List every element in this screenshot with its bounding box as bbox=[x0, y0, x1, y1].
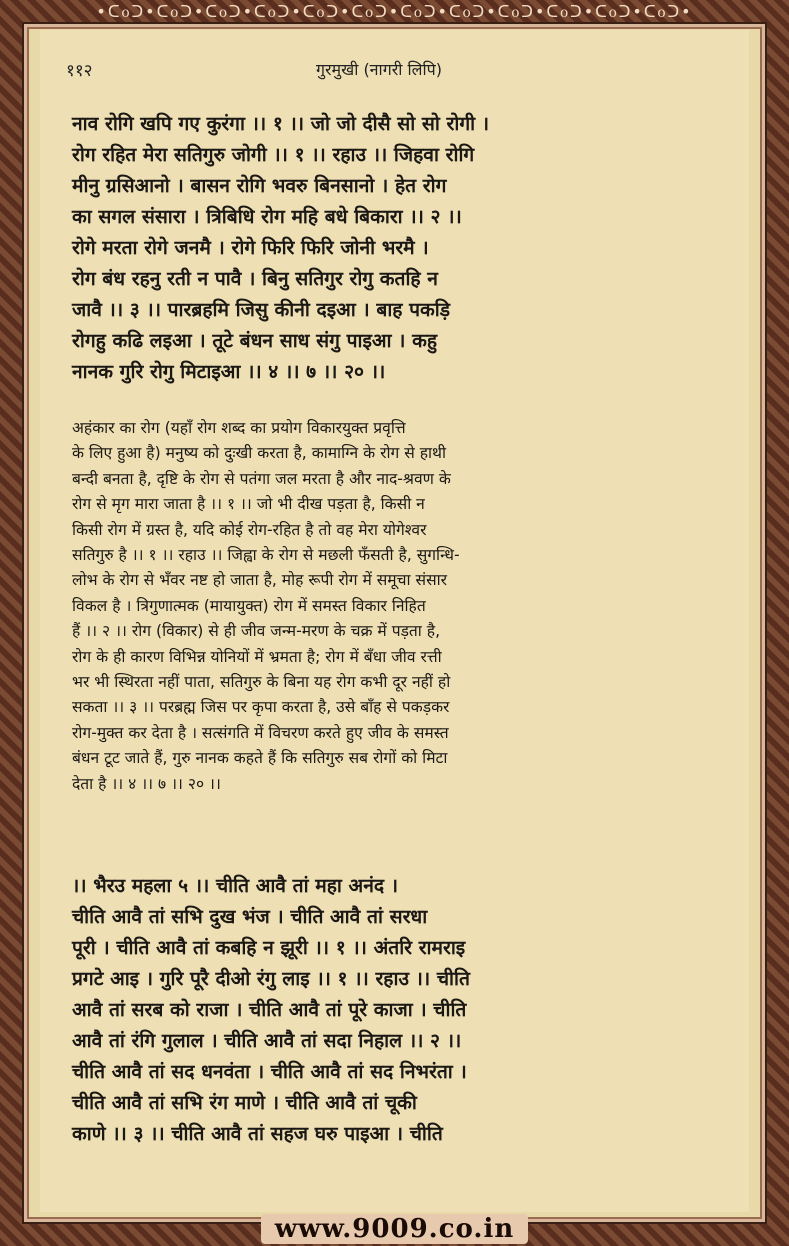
book-page bbox=[40, 30, 749, 1212]
verse-block-1: नाव रोगि खपि गए कुरंगा ।। १ ।। जो जो दीसै सो सो रोगी । रोग रहित मेरा सतिगुरु जोगी ।। १ ।। रहाउ ।। जिहवा रोगि मीनु ग्रसिआनो । बासन रोगि भवरु बिनसानो । हेत रोग का सगल संसारा । त्रिबिधि रोग महि बधे बिकारा ।। २ ।। रोगे मरता रोगे जनमै । रोगे फिरि फिरि जोनी भरमै । रोग बंध रहनु रती न पावै । बिनु सतिगुर रोगु कतहि न जावै ।। ३ ।। पारब्रहमि जिसु कीनी दइआ । बाह पकड़ि रोगहु कढि लइआ । तूटे बंधन साध संगु पाइआ । कहु नानक गुरि रोगु मिटाइआ ।। ४ ।। ७ ।। २० ।। bbox=[72, 112, 490, 383]
commentary-block: अहंकार का रोग (यहाँ रोग शब्द का प्रयोग विकारयुक्त प्रवृत्ति के लिए हुआ है) मनुष्य को दुःखी करता है, कामाग्नि के रोग से हाथी बन्दी बनता है, दृष्टि के रोग से पतंगा जल मरता है और नाद-श्रवण के रोग से मृग मारा जाता है ।। १ ।। जो भी दीख पड़ता है, किसी न किसी रोग में ग्रस्त है, यदि कोई रोग-रहित है तो वह मेरा योगेश्वर सतिगुरु है ।। १ ।। रहाउ ।। जिह्वा के रोग से मछली फँसती है, सुगन्धि- लोभ के रोग से भँवर नष्ट हो जाता है, मोह रूपी रोग में समूचा संसार विकल है । त्रिगुणात्मक (मायायुक्त) रोग में समस्त विकार निहित हैं ।। २ ।। रोग (विकार) से ही जीव जन्म-मरण के चक्र में पड़ता है, रोग के ही कारण विभिन्न योनियों में भ्रमता है; रोग में बँधा जीव रत्ती भर भी स्थिरता नहीं पाता, सतिगुरु के बिना यह रोग कभी दूर नहीं हो सकता ।। ३ ।। परब्रह्म जिस पर कृपा करता है, उसे बाँह से पकड़कर रोग-मुक्त कर देता है । सत्संगति में विचरण करते हुए जीव के समस्त बंधन टूट जाते हैं, गुरु नानक कहते हैं कि सतिगुरु सब रोगों को मिटा देता है ।। ४ ।। ७ ।। २० ।। bbox=[72, 419, 460, 793]
verse-block-2: ।। भैरउ महला ५ ।। चीति आवै तां महा अनंद । चीति आवै तां सभि दुख भंज । चीति आवै तां सरधा पूरी । चीति आवै तां कबहि न झूरी ।। १ ।। अंतरि रामराइ प्रगटे आइ । गुरि पूरै दीओ रंगु लाइ ।। १ ।। रहाउ ।। चीति आवै तां सरब को राजा । चीति आवै तां पूरे काजा । चीति आवै तां रंगि गुलाल । चीति आवै तां सदा निहाल ।। २ ।। चीति आवै तां सद धनवंता । चीति आवै तां सद निभरंता । चीति आवै तां सभि रंग माणे । चीति आवै तां चूकी काणे ।। ३ ।। चीति आवै तां सहज घरु पाइआ । चीति bbox=[72, 874, 470, 1145]
top-ornament-border: •ᑕ᧐ᑐ•ᑕ᧐ᑐ•ᑕ᧐ᑐ•ᑕ᧐ᑐ•ᑕ᧐ᑐ•ᑕ᧐ᑐ•ᑕ᧐ᑐ•ᑕ᧐ᑐ•ᑕ᧐ᑐ•ᑕ᧐ᑐ•ᑕ᧐ᑐ•ᑕ᧐ᑐ• bbox=[96, 2, 693, 21]
page-header bbox=[66, 58, 726, 88]
running-title: गुरमुखी (नागरी लिपि) bbox=[316, 60, 442, 79]
footer-url-watermark[interactable] bbox=[0, 1214, 789, 1244]
footer-url-text[interactable]: www.9009.co.in bbox=[261, 1214, 529, 1244]
page-number: ११२ bbox=[66, 61, 93, 81]
